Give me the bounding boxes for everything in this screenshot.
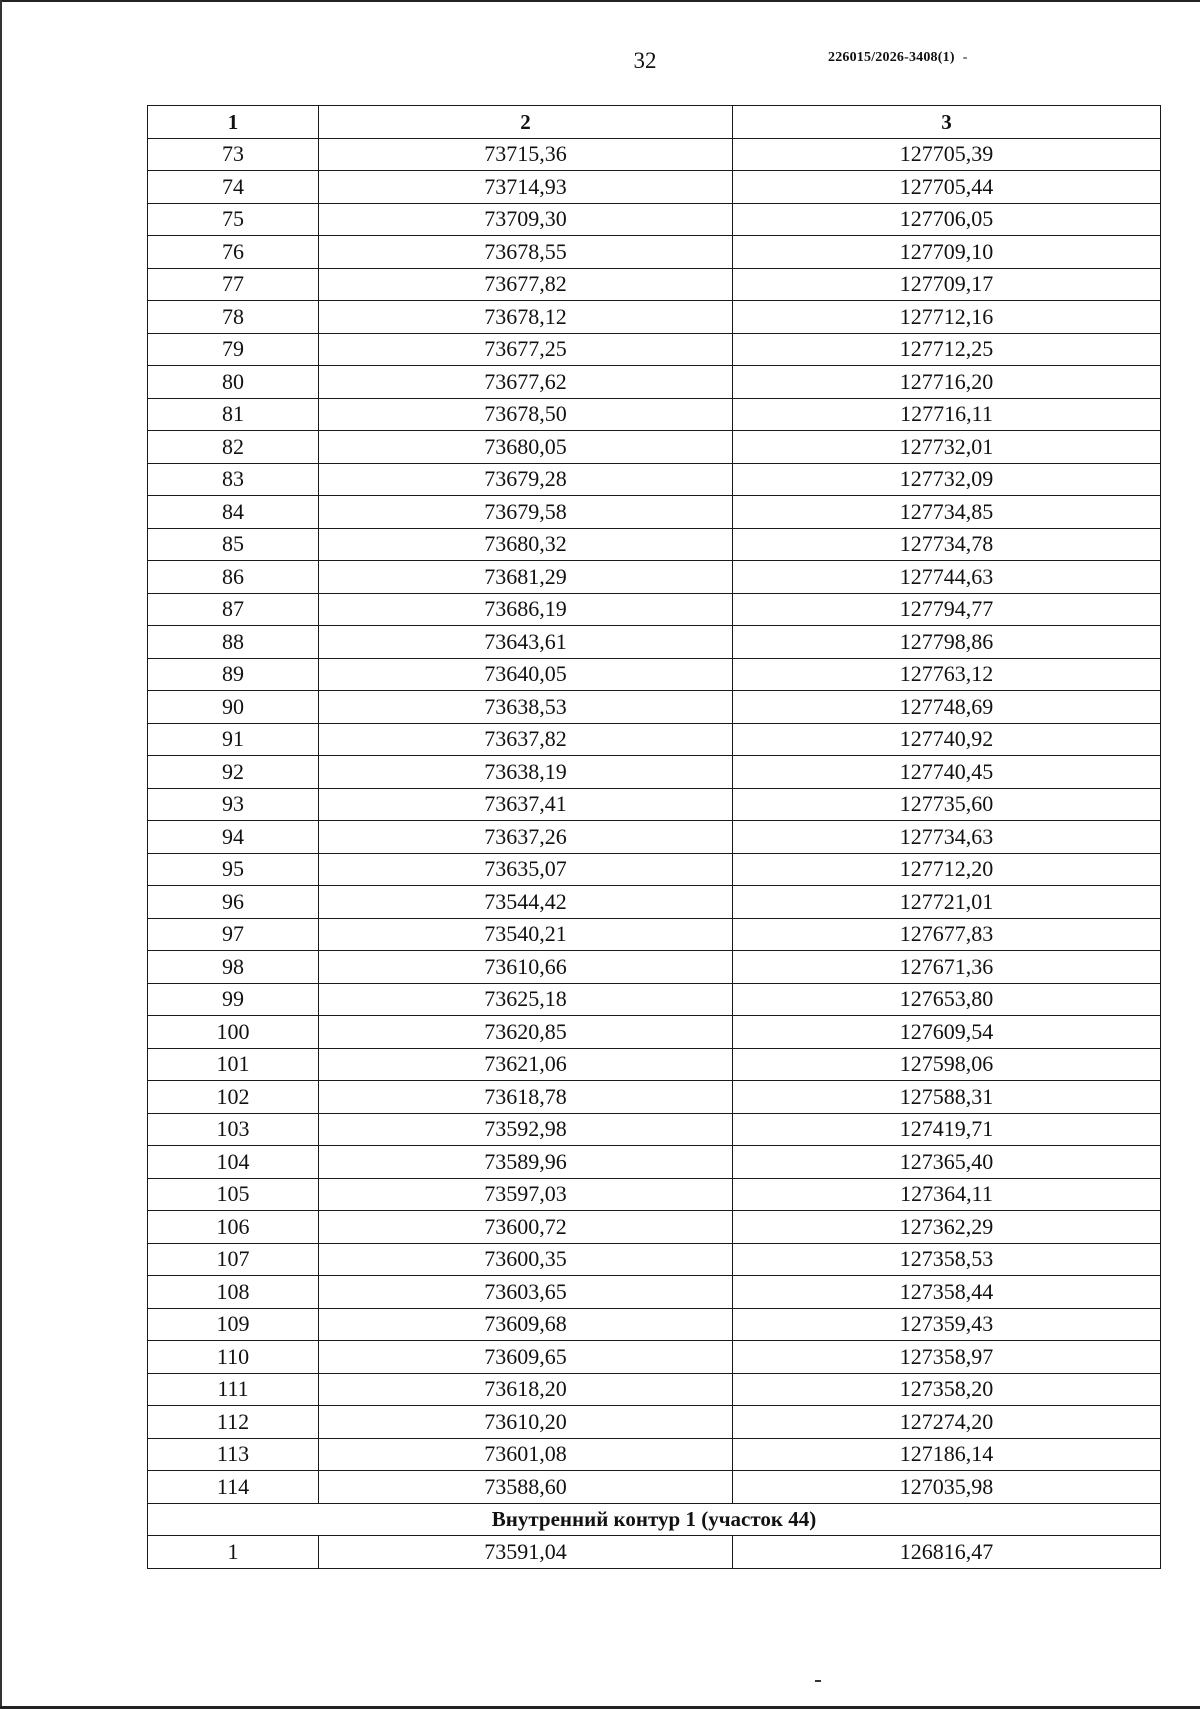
point-number-cell: 110 (148, 1341, 319, 1374)
inner-contour-section-title: Внутренний контур 1 (участок 44) (148, 1503, 1161, 1536)
point-number-cell: 73 (148, 138, 319, 171)
point-number-cell: 112 (148, 1406, 319, 1439)
x-coordinate-cell: 73540,21 (319, 918, 733, 951)
point-number-cell: 96 (148, 886, 319, 919)
y-coordinate-cell: 127763,12 (733, 658, 1161, 691)
table-row (148, 983, 1161, 1016)
coordinates-table-container (147, 105, 1160, 1569)
point-number-cell: 91 (148, 723, 319, 756)
y-coordinate-cell: 127358,44 (733, 1276, 1161, 1309)
x-coordinate-cell: 73621,06 (319, 1048, 733, 1081)
y-coordinate-cell: 127035,98 (733, 1471, 1161, 1504)
table-row (148, 1471, 1161, 1504)
y-coordinate-cell: 127365,40 (733, 1146, 1161, 1179)
point-number-cell: 1 (148, 1536, 319, 1569)
point-number-cell: 81 (148, 398, 319, 431)
y-coordinate-cell: 127364,11 (733, 1178, 1161, 1211)
point-number-cell: 88 (148, 626, 319, 659)
x-coordinate-cell: 73638,53 (319, 691, 733, 724)
y-coordinate-cell: 127732,01 (733, 431, 1161, 464)
table-row (148, 1048, 1161, 1081)
x-coordinate-cell: 73677,62 (319, 366, 733, 399)
point-number-cell: 95 (148, 853, 319, 886)
table-row (148, 658, 1161, 691)
point-number-cell: 78 (148, 301, 319, 334)
y-coordinate-cell: 127358,97 (733, 1341, 1161, 1374)
table-row (148, 171, 1161, 204)
table-row (148, 723, 1161, 756)
table-row (148, 1406, 1161, 1439)
x-coordinate-cell: 73603,65 (319, 1276, 733, 1309)
x-coordinate-cell: 73637,82 (319, 723, 733, 756)
point-number-cell: 106 (148, 1211, 319, 1244)
y-coordinate-cell: 127712,20 (733, 853, 1161, 886)
x-coordinate-cell: 73709,30 (319, 203, 733, 236)
x-coordinate-cell: 73681,29 (319, 561, 733, 594)
table-row (148, 528, 1161, 561)
x-coordinate-cell: 73618,20 (319, 1373, 733, 1406)
x-coordinate-cell: 73680,32 (319, 528, 733, 561)
x-coordinate-cell: 73637,26 (319, 821, 733, 854)
x-coordinate-cell: 73678,50 (319, 398, 733, 431)
point-number-cell: 98 (148, 951, 319, 984)
table-row (148, 561, 1161, 594)
table-row (148, 1211, 1161, 1244)
table-row (148, 1341, 1161, 1374)
table-row (148, 203, 1161, 236)
table-row (148, 138, 1161, 171)
y-coordinate-cell: 126816,47 (733, 1536, 1161, 1569)
table-row (148, 496, 1161, 529)
section-title-row (148, 1503, 1161, 1536)
y-coordinate-cell: 127358,20 (733, 1373, 1161, 1406)
x-coordinate-cell: 73679,28 (319, 463, 733, 496)
y-coordinate-cell: 127677,83 (733, 918, 1161, 951)
x-coordinate-cell: 73640,05 (319, 658, 733, 691)
y-coordinate-cell: 127358,53 (733, 1243, 1161, 1276)
y-coordinate-cell: 127712,16 (733, 301, 1161, 334)
table-row (148, 1146, 1161, 1179)
table-row (148, 1276, 1161, 1309)
table-row (148, 1113, 1161, 1146)
y-coordinate-cell: 127716,20 (733, 366, 1161, 399)
point-number-cell: 105 (148, 1178, 319, 1211)
table-row (148, 886, 1161, 919)
x-coordinate-cell: 73679,58 (319, 496, 733, 529)
point-number-cell: 108 (148, 1276, 319, 1309)
table-row (148, 366, 1161, 399)
scan-speck (815, 1680, 821, 1682)
x-coordinate-cell: 73686,19 (319, 593, 733, 626)
y-coordinate-cell: 127716,11 (733, 398, 1161, 431)
point-number-cell: 90 (148, 691, 319, 724)
y-coordinate-cell: 127732,09 (733, 463, 1161, 496)
x-coordinate-cell: 73588,60 (319, 1471, 733, 1504)
point-number-cell: 77 (148, 268, 319, 301)
y-coordinate-cell: 127706,05 (733, 203, 1161, 236)
y-coordinate-cell: 127588,31 (733, 1081, 1161, 1114)
x-coordinate-cell: 73620,85 (319, 1016, 733, 1049)
page-number: 32 (633, 48, 657, 73)
point-number-cell: 87 (148, 593, 319, 626)
coordinates-table (147, 105, 1161, 1569)
y-coordinate-cell: 127721,01 (733, 886, 1161, 919)
y-coordinate-cell: 127419,71 (733, 1113, 1161, 1146)
point-number-cell: 102 (148, 1081, 319, 1114)
table-row (148, 1373, 1161, 1406)
column-header-2: 2 (319, 106, 733, 139)
y-coordinate-cell: 127359,43 (733, 1308, 1161, 1341)
point-number-cell: 74 (148, 171, 319, 204)
x-coordinate-cell: 73591,04 (319, 1536, 733, 1569)
x-coordinate-cell: 73601,08 (319, 1438, 733, 1471)
x-coordinate-cell: 73677,25 (319, 333, 733, 366)
point-number-cell: 111 (148, 1373, 319, 1406)
table-row (148, 626, 1161, 659)
table-row (148, 1081, 1161, 1114)
x-coordinate-cell: 73618,78 (319, 1081, 733, 1114)
point-number-cell: 107 (148, 1243, 319, 1276)
point-number-cell: 84 (148, 496, 319, 529)
x-coordinate-cell: 73678,55 (319, 236, 733, 269)
document-reference-code: 226015/2026-3408(1) (828, 50, 955, 65)
y-coordinate-cell: 127734,85 (733, 496, 1161, 529)
table-row (148, 301, 1161, 334)
point-number-cell: 114 (148, 1471, 319, 1504)
y-coordinate-cell: 127274,20 (733, 1406, 1161, 1439)
point-number-cell: 101 (148, 1048, 319, 1081)
point-number-cell: 83 (148, 463, 319, 496)
x-coordinate-cell: 73643,61 (319, 626, 733, 659)
point-number-cell: 94 (148, 821, 319, 854)
y-coordinate-cell: 127744,63 (733, 561, 1161, 594)
table-row (148, 853, 1161, 886)
table-row (148, 756, 1161, 789)
point-number-cell: 103 (148, 1113, 319, 1146)
y-coordinate-cell: 127598,06 (733, 1048, 1161, 1081)
table-row (148, 1243, 1161, 1276)
y-coordinate-cell: 127671,36 (733, 951, 1161, 984)
table-row (148, 691, 1161, 724)
x-coordinate-cell: 73638,19 (319, 756, 733, 789)
x-coordinate-cell: 73610,66 (319, 951, 733, 984)
x-coordinate-cell: 73678,12 (319, 301, 733, 334)
x-coordinate-cell: 73635,07 (319, 853, 733, 886)
x-coordinate-cell: 73589,96 (319, 1146, 733, 1179)
x-coordinate-cell: 73592,98 (319, 1113, 733, 1146)
document-reference-tick: - (962, 50, 968, 65)
table-row (148, 398, 1161, 431)
y-coordinate-cell: 127740,45 (733, 756, 1161, 789)
x-coordinate-cell: 73625,18 (319, 983, 733, 1016)
point-number-cell: 97 (148, 918, 319, 951)
y-coordinate-cell: 127186,14 (733, 1438, 1161, 1471)
x-coordinate-cell: 73610,20 (319, 1406, 733, 1439)
y-coordinate-cell: 127712,25 (733, 333, 1161, 366)
x-coordinate-cell: 73715,36 (319, 138, 733, 171)
table-row (148, 431, 1161, 464)
x-coordinate-cell: 73609,65 (319, 1341, 733, 1374)
table-header-row (148, 106, 1161, 139)
point-number-cell: 85 (148, 528, 319, 561)
x-coordinate-cell: 73544,42 (319, 886, 733, 919)
x-coordinate-cell: 73714,93 (319, 171, 733, 204)
y-coordinate-cell: 127362,29 (733, 1211, 1161, 1244)
table-row (148, 1016, 1161, 1049)
x-coordinate-cell: 73600,72 (319, 1211, 733, 1244)
point-number-cell: 75 (148, 203, 319, 236)
table-row (148, 333, 1161, 366)
point-number-cell: 92 (148, 756, 319, 789)
table-row (148, 1308, 1161, 1341)
y-coordinate-cell: 127709,10 (733, 236, 1161, 269)
y-coordinate-cell: 127794,77 (733, 593, 1161, 626)
column-header-3: 3 (733, 106, 1161, 139)
point-number-cell: 82 (148, 431, 319, 464)
table-body (148, 138, 1161, 1568)
y-coordinate-cell: 127709,17 (733, 268, 1161, 301)
scan-edge-top (0, 0, 1200, 2)
table-row (148, 593, 1161, 626)
point-number-cell: 104 (148, 1146, 319, 1179)
table-row (148, 268, 1161, 301)
point-number-cell: 79 (148, 333, 319, 366)
table-row (148, 1438, 1161, 1471)
point-number-cell: 89 (148, 658, 319, 691)
y-coordinate-cell: 127653,80 (733, 983, 1161, 1016)
table-row (148, 821, 1161, 854)
x-coordinate-cell: 73597,03 (319, 1178, 733, 1211)
y-coordinate-cell: 127609,54 (733, 1016, 1161, 1049)
x-coordinate-cell: 73677,82 (319, 268, 733, 301)
y-coordinate-cell: 127740,92 (733, 723, 1161, 756)
table-row (148, 951, 1161, 984)
point-number-cell: 100 (148, 1016, 319, 1049)
x-coordinate-cell: 73600,35 (319, 1243, 733, 1276)
y-coordinate-cell: 127748,69 (733, 691, 1161, 724)
point-number-cell: 80 (148, 366, 319, 399)
point-number-cell: 109 (148, 1308, 319, 1341)
table-row (148, 788, 1161, 821)
table-row (148, 463, 1161, 496)
document-reference (828, 50, 1048, 66)
y-coordinate-cell: 127734,63 (733, 821, 1161, 854)
table-row (148, 918, 1161, 951)
point-number-cell: 76 (148, 236, 319, 269)
y-coordinate-cell: 127735,60 (733, 788, 1161, 821)
table-row (148, 236, 1161, 269)
x-coordinate-cell: 73637,41 (319, 788, 733, 821)
point-number-cell: 113 (148, 1438, 319, 1471)
section-table-row (148, 1536, 1161, 1569)
y-coordinate-cell: 127734,78 (733, 528, 1161, 561)
point-number-cell: 93 (148, 788, 319, 821)
point-number-cell: 99 (148, 983, 319, 1016)
x-coordinate-cell: 73680,05 (319, 431, 733, 464)
column-header-1: 1 (148, 106, 319, 139)
scan-edge-left (0, 0, 2, 1709)
table-row (148, 1178, 1161, 1211)
y-coordinate-cell: 127798,86 (733, 626, 1161, 659)
point-number-cell: 86 (148, 561, 319, 594)
x-coordinate-cell: 73609,68 (319, 1308, 733, 1341)
y-coordinate-cell: 127705,44 (733, 171, 1161, 204)
y-coordinate-cell: 127705,39 (733, 138, 1161, 171)
